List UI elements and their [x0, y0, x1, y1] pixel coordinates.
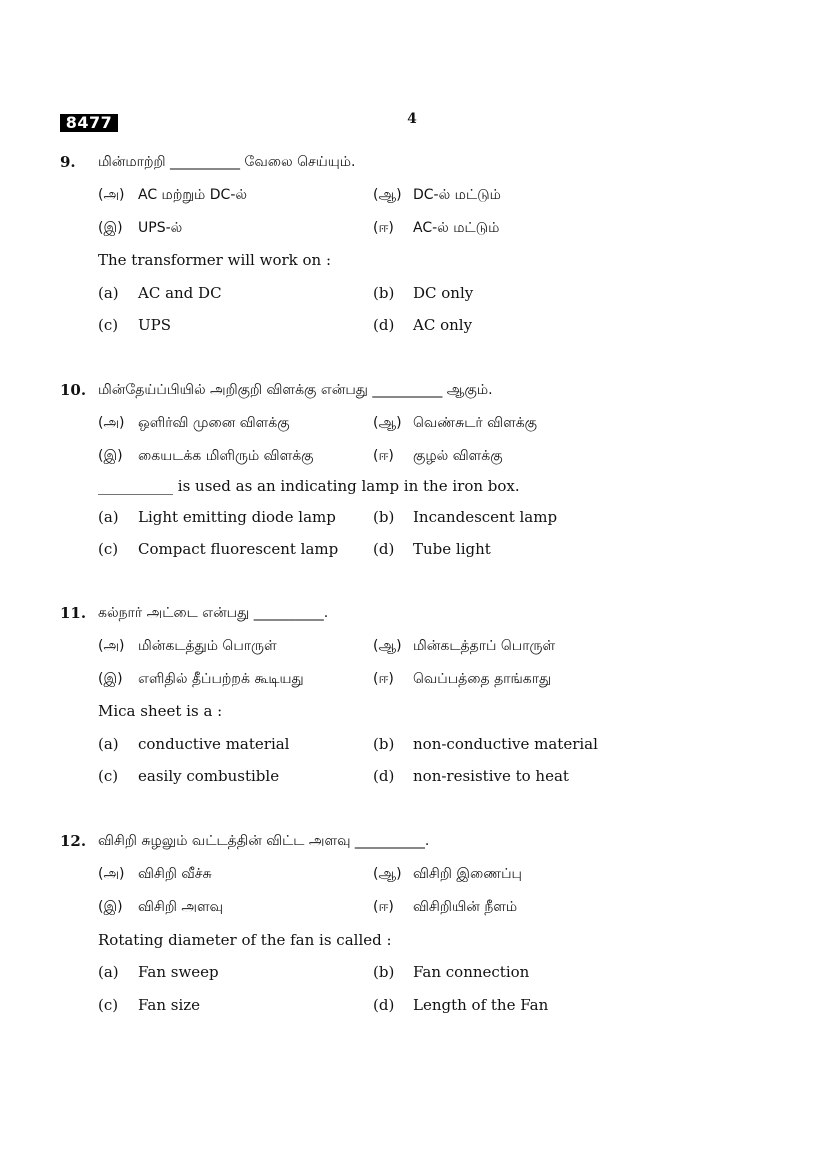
- option-text: AC only: [413, 316, 473, 334]
- option-label: (அ): [98, 638, 125, 654]
- option-label: (a): [98, 735, 119, 753]
- question-number: 10.: [60, 381, 87, 399]
- option-label: (ஆ): [373, 415, 402, 431]
- english-stem: __________ is used as an indicating lamp in the iron box.: [98, 477, 520, 495]
- option-text: எளிதில் தீப்பற்றக் கூடியது: [138, 671, 304, 687]
- option-text: Incandescent lamp: [413, 508, 558, 526]
- question-number: 12.: [60, 832, 87, 850]
- tamil-stem: கல்நார் அட்டை என்பது __________.: [98, 605, 329, 621]
- option-label: (d): [373, 996, 395, 1014]
- option-text: வெப்பத்தை தாங்காது: [413, 671, 552, 687]
- option-label: (a): [98, 284, 119, 302]
- option-text: AC and DC: [138, 284, 222, 302]
- option-label: (ஈ): [373, 220, 394, 236]
- option-text: DC-ல் மட்டும்: [413, 187, 501, 203]
- option-text: Light emitting diode lamp: [138, 508, 336, 526]
- english-stem: Rotating diameter of the fan is called :: [98, 931, 392, 949]
- tamil-stem: மின்தேய்ப்பியில் அறிகுறி விளக்கு என்பது __________ ஆகும்.: [98, 382, 493, 398]
- option-text: Fan size: [138, 996, 201, 1014]
- option-text: DC only: [413, 284, 474, 302]
- option-label: (இ): [98, 671, 123, 687]
- option-text: குழல் விளக்கு: [413, 448, 503, 464]
- option-label: (இ): [98, 899, 123, 915]
- option-text: UPS: [138, 316, 172, 334]
- option-label: (அ): [98, 415, 125, 431]
- option-label: (a): [98, 963, 119, 981]
- option-text: விசிறி வீச்சு: [138, 866, 212, 882]
- option-text: conductive material: [138, 735, 290, 753]
- option-label: (ஈ): [373, 448, 394, 464]
- option-text: மின்கடத்தும் பொருள்: [138, 638, 277, 654]
- option-text: non-conductive material: [413, 735, 598, 753]
- option-label: (b): [373, 284, 395, 302]
- option-label: (d): [373, 540, 395, 558]
- option-text: வெண்சுடர் விளக்கு: [413, 415, 538, 431]
- option-text: ஒளிர்வி முனை விளக்கு: [138, 415, 290, 431]
- option-text: விசிறி இணைப்பு: [413, 866, 522, 882]
- option-label: (அ): [98, 187, 125, 203]
- option-text: Length of the Fan: [413, 996, 549, 1014]
- page-number: 4: [407, 111, 417, 127]
- option-text: non-resistive to heat: [413, 767, 569, 785]
- option-text: AC மற்றும் DC-ல்: [138, 187, 247, 203]
- option-text: Tube light: [413, 540, 491, 558]
- paper-code: 8477: [60, 114, 118, 132]
- option-text: easily combustible: [138, 767, 280, 785]
- option-text: விசிறியின் நீளம்: [413, 899, 518, 915]
- option-label: (ஆ): [373, 187, 402, 203]
- option-label: (a): [98, 508, 119, 526]
- option-text: Compact fluorescent lamp: [138, 540, 339, 558]
- option-label: (c): [98, 316, 119, 334]
- option-text: AC-ல் மட்டும்: [413, 220, 500, 236]
- question-number: 11.: [60, 604, 87, 622]
- option-label: (c): [98, 996, 119, 1014]
- option-label: (b): [373, 508, 395, 526]
- english-stem: The transformer will work on :: [98, 251, 332, 269]
- option-label: (b): [373, 735, 395, 753]
- option-label: (இ): [98, 220, 123, 236]
- option-label: (d): [373, 316, 395, 334]
- option-text: விசிறி அளவு: [138, 899, 223, 915]
- option-text: கையடக்க மிளிரும் விளக்கு: [138, 448, 314, 464]
- tamil-stem: மின்மாற்றி __________ வேலை செய்யும்.: [98, 154, 356, 170]
- option-label: (அ): [98, 866, 125, 882]
- option-label: (ஈ): [373, 899, 394, 915]
- option-text: UPS-ல்: [138, 220, 183, 236]
- option-label: (b): [373, 963, 395, 981]
- option-text: Fan connection: [413, 963, 530, 981]
- tamil-stem: விசிறி சுழலும் வட்டத்தின் விட்ட அளவு __________.: [98, 833, 430, 849]
- option-label: (ஆ): [373, 638, 402, 654]
- option-label: (c): [98, 767, 119, 785]
- option-label: (இ): [98, 448, 123, 464]
- english-stem: Mica sheet is a :: [98, 702, 223, 720]
- option-text: Fan sweep: [138, 963, 219, 981]
- option-text: மின்கடத்தாப் பொருள்: [413, 638, 556, 654]
- option-label: (c): [98, 540, 119, 558]
- question-number: 9.: [60, 153, 76, 171]
- option-label: (ஈ): [373, 671, 394, 687]
- option-label: (d): [373, 767, 395, 785]
- option-label: (ஆ): [373, 866, 402, 882]
